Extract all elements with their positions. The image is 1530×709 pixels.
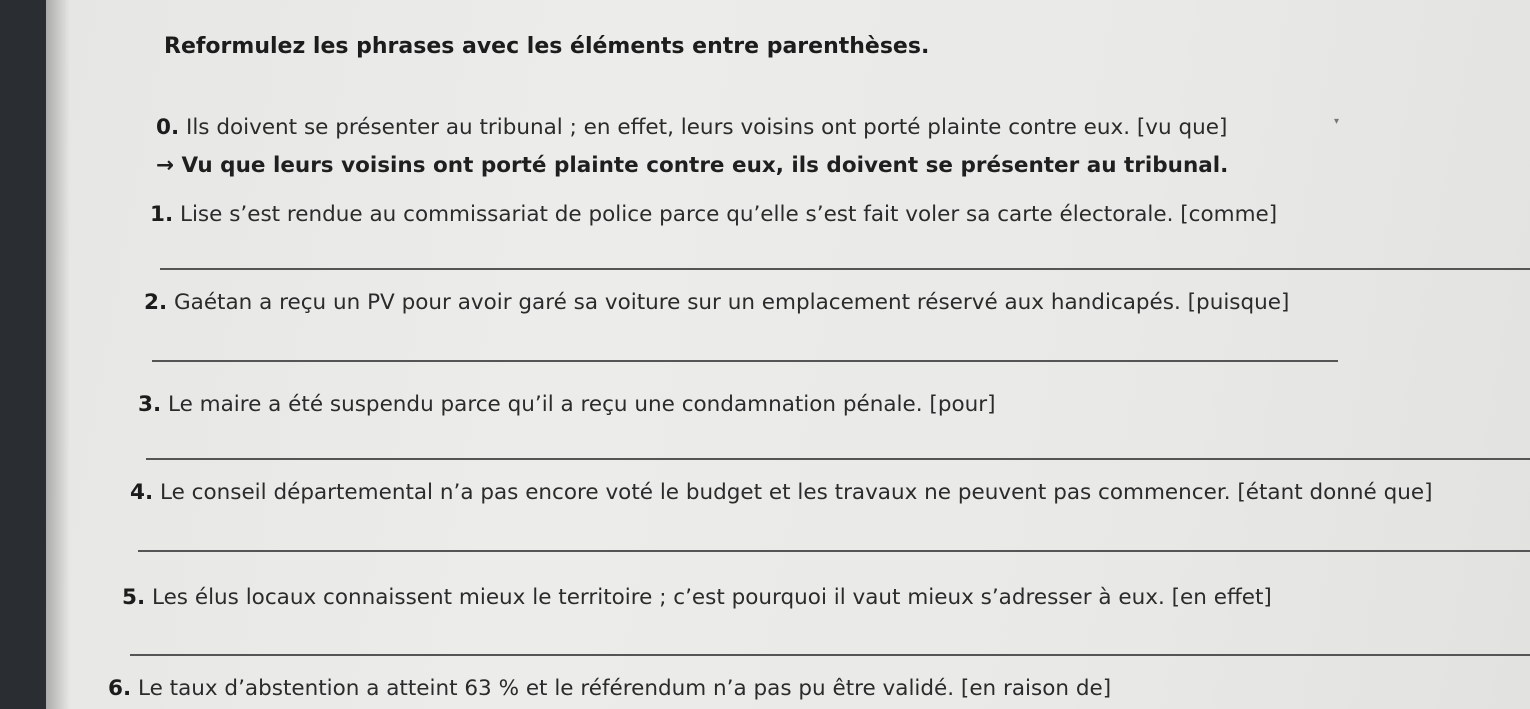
answer-text: Vu que leurs voisins ont porté plainte contre eux, ils doivent se présenter au tribunal. — [181, 153, 1229, 178]
answer-line-4[interactable] — [138, 550, 1530, 552]
exercise-item-5 — [122, 585, 1272, 610]
sentence-text: Gaétan a reçu un PV pour avoir garé sa voiture sur un emplacement réservé aux handicapés. [puisque] — [173, 290, 1290, 315]
answer-line-3[interactable] — [146, 458, 1530, 460]
arrow-icon: → — [156, 153, 175, 178]
sentence-text: Ils doivent se présenter au tribunal ; en effet, leurs voisins ont porté plainte contre eux. [vu que] — [185, 115, 1228, 140]
item-number: 4. — [130, 480, 154, 505]
sentence-text: Le taux d’abstention a atteint 63 % et le référendum n’a pas pu être validé. [en raison de] — [137, 676, 1112, 701]
item-number: 6. — [108, 676, 132, 701]
item-number: 2. — [144, 290, 168, 315]
exercise-item-4 — [130, 480, 1432, 505]
example-answer — [156, 153, 1228, 178]
answer-line-1[interactable] — [160, 268, 1530, 270]
item-number: 1. — [150, 202, 174, 227]
worksheet-page — [46, 0, 1530, 709]
item-number: 3. — [138, 392, 162, 417]
sentence-text: Le maire a été suspendu parce qu’il a reçu une condamnation pénale. [pour] — [167, 392, 996, 417]
exercise-item-3 — [138, 392, 995, 417]
sentence-text: Les élus locaux connaissent mieux le territoire ; c’est pourquoi il vaut mieux s’adresser à eux. [en effet] — [151, 585, 1272, 610]
answer-line-2[interactable] — [152, 360, 1338, 362]
exercise-item-2 — [144, 290, 1289, 315]
sentence-text: Le conseil départemental n’a pas encore voté le budget et les travaux ne peuvent pas commencer. [étant donné que] — [159, 480, 1433, 505]
exercise-instruction: Reformulez les phrases avec les éléments entre parenthèses. — [164, 34, 930, 59]
page-shadow — [46, 0, 70, 709]
item-number: 5. — [122, 585, 146, 610]
dropdown-marker-icon: ▾ — [1334, 116, 1340, 127]
sentence-text: Lise s’est rendue au commissariat de police parce qu’elle s’est fait voler sa carte électorale. [comme] — [179, 202, 1278, 227]
example-sentence — [156, 115, 1227, 140]
item-number: 0. — [156, 115, 180, 140]
exercise-item-1 — [150, 202, 1277, 227]
answer-line-5[interactable] — [130, 654, 1530, 656]
exercise-item-6 — [108, 676, 1111, 701]
